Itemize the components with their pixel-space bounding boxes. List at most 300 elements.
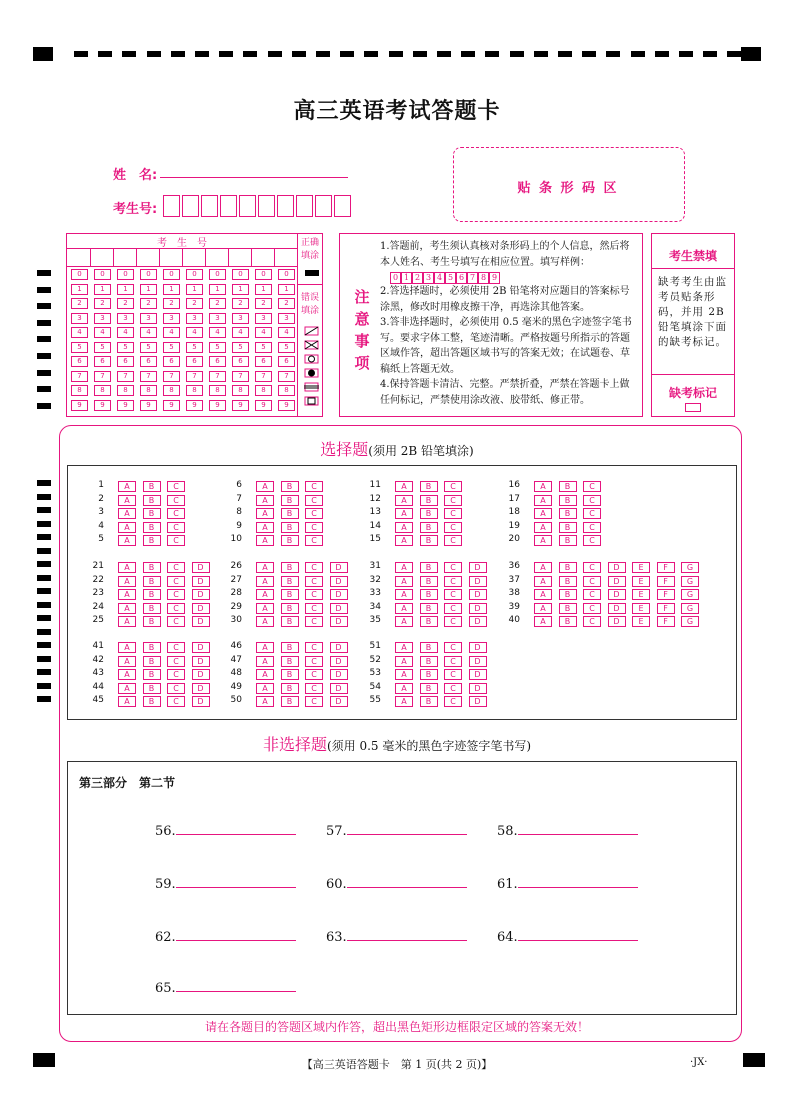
id-digit-bubble[interactable]: 0 xyxy=(255,269,272,280)
option-bubble-b[interactable]: B xyxy=(281,562,299,573)
option-bubble-c[interactable]: C xyxy=(305,481,323,492)
option-bubble-c[interactable]: C xyxy=(167,616,185,627)
option-bubble-g[interactable]: G xyxy=(681,603,699,614)
id-digit-bubble[interactable]: 1 xyxy=(140,284,157,295)
option-bubble-d[interactable]: D xyxy=(469,656,487,667)
id-digit-bubble[interactable]: 2 xyxy=(71,298,88,309)
option-bubble-a[interactable]: A xyxy=(395,696,413,707)
id-digit-bubble[interactable]: 0 xyxy=(117,269,134,280)
option-bubble-c[interactable]: C xyxy=(305,508,323,519)
option-bubble-a[interactable]: A xyxy=(395,495,413,506)
option-bubble-a[interactable]: A xyxy=(118,508,136,519)
option-bubble-c[interactable]: C xyxy=(444,495,462,506)
id-digit-bubble[interactable]: 4 xyxy=(186,327,203,338)
option-bubble-a[interactable]: A xyxy=(256,508,274,519)
option-bubble-b[interactable]: B xyxy=(143,508,161,519)
id-digit-bubble[interactable]: 2 xyxy=(232,298,249,309)
absent-mark-box[interactable] xyxy=(685,403,701,412)
option-bubble-b[interactable]: B xyxy=(559,535,577,546)
id-digit-bubble[interactable]: 5 xyxy=(94,342,111,353)
option-bubble-b[interactable]: B xyxy=(420,683,438,694)
id-digit-bubble[interactable]: 4 xyxy=(117,327,134,338)
option-bubble-a[interactable]: A xyxy=(395,589,413,600)
option-bubble-c[interactable]: C xyxy=(444,589,462,600)
id-digit-bubble[interactable]: 2 xyxy=(117,298,134,309)
id-digit-bubble[interactable]: 6 xyxy=(163,356,180,367)
option-bubble-b[interactable]: B xyxy=(281,642,299,653)
option-bubble-a[interactable]: A xyxy=(395,535,413,546)
student-id-box[interactable] xyxy=(315,195,332,217)
option-bubble-a[interactable]: A xyxy=(534,576,552,587)
id-digit-bubble[interactable]: 9 xyxy=(186,400,203,411)
option-bubble-d[interactable]: D xyxy=(608,576,626,587)
id-digit-bubble[interactable]: 5 xyxy=(140,342,157,353)
id-digit-bubble[interactable]: 7 xyxy=(232,371,249,382)
option-bubble-c[interactable]: C xyxy=(444,669,462,680)
id-digit-bubble[interactable]: 8 xyxy=(278,385,295,396)
id-digit-bubble[interactable]: 6 xyxy=(117,356,134,367)
option-bubble-g[interactable]: G xyxy=(681,562,699,573)
option-bubble-b[interactable]: B xyxy=(420,535,438,546)
id-digit-bubble[interactable]: 2 xyxy=(278,298,295,309)
option-bubble-b[interactable]: B xyxy=(420,669,438,680)
option-bubble-a[interactable]: A xyxy=(118,603,136,614)
option-bubble-a[interactable]: A xyxy=(395,603,413,614)
option-bubble-a[interactable]: A xyxy=(256,669,274,680)
option-bubble-b[interactable]: B xyxy=(420,603,438,614)
option-bubble-c[interactable]: C xyxy=(305,589,323,600)
option-bubble-a[interactable]: A xyxy=(534,535,552,546)
option-bubble-d[interactable]: D xyxy=(330,616,348,627)
id-digit-bubble[interactable]: 0 xyxy=(163,269,180,280)
option-bubble-a[interactable]: A xyxy=(118,535,136,546)
option-bubble-a[interactable]: A xyxy=(256,535,274,546)
id-digit-bubble[interactable]: 7 xyxy=(140,371,157,382)
id-digit-bubble[interactable]: 0 xyxy=(94,269,111,280)
option-bubble-b[interactable]: B xyxy=(281,616,299,627)
option-bubble-b[interactable]: B xyxy=(281,669,299,680)
option-bubble-c[interactable]: C xyxy=(305,576,323,587)
id-digit-bubble[interactable]: 9 xyxy=(255,400,272,411)
option-bubble-b[interactable]: B xyxy=(143,683,161,694)
option-bubble-a[interactable]: A xyxy=(256,616,274,627)
option-bubble-c[interactable]: C xyxy=(305,656,323,667)
id-digit-bubble[interactable]: 8 xyxy=(209,385,226,396)
id-digit-bubble[interactable]: 0 xyxy=(186,269,203,280)
option-bubble-a[interactable]: A xyxy=(256,481,274,492)
option-bubble-d[interactable]: D xyxy=(192,576,210,587)
option-bubble-b[interactable]: B xyxy=(559,481,577,492)
option-bubble-a[interactable]: A xyxy=(118,481,136,492)
option-bubble-c[interactable]: C xyxy=(444,656,462,667)
option-bubble-c[interactable]: C xyxy=(444,642,462,653)
option-bubble-g[interactable]: G xyxy=(681,589,699,600)
option-bubble-d[interactable]: D xyxy=(192,696,210,707)
id-digit-bubble[interactable]: 3 xyxy=(117,313,134,324)
id-digit-bubble[interactable]: 4 xyxy=(255,327,272,338)
id-digit-bubble[interactable]: 5 xyxy=(117,342,134,353)
option-bubble-d[interactable]: D xyxy=(469,562,487,573)
option-bubble-a[interactable]: A xyxy=(534,616,552,627)
option-bubble-d[interactable]: D xyxy=(330,669,348,680)
id-digit-bubble[interactable]: 3 xyxy=(278,313,295,324)
id-digit-bubble[interactable]: 2 xyxy=(94,298,111,309)
student-id-box[interactable] xyxy=(296,195,313,217)
id-digit-bubble[interactable]: 4 xyxy=(209,327,226,338)
option-bubble-d[interactable]: D xyxy=(469,669,487,680)
student-id-box[interactable] xyxy=(163,195,180,217)
option-bubble-b[interactable]: B xyxy=(420,642,438,653)
option-bubble-a[interactable]: A xyxy=(118,589,136,600)
id-digit-bubble[interactable]: 4 xyxy=(278,327,295,338)
option-bubble-c[interactable]: C xyxy=(167,683,185,694)
option-bubble-b[interactable]: B xyxy=(420,562,438,573)
id-digit-bubble[interactable]: 9 xyxy=(278,400,295,411)
id-digit-bubble[interactable]: 9 xyxy=(232,400,249,411)
id-digit-bubble[interactable]: 9 xyxy=(94,400,111,411)
option-bubble-a[interactable]: A xyxy=(256,576,274,587)
option-bubble-b[interactable]: B xyxy=(559,562,577,573)
option-bubble-d[interactable]: D xyxy=(469,683,487,694)
option-bubble-d[interactable]: D xyxy=(608,562,626,573)
option-bubble-a[interactable]: A xyxy=(118,495,136,506)
option-bubble-c[interactable]: C xyxy=(583,616,601,627)
answer-line[interactable] xyxy=(176,928,296,941)
option-bubble-d[interactable]: D xyxy=(192,683,210,694)
option-bubble-b[interactable]: B xyxy=(559,576,577,587)
option-bubble-a[interactable]: A xyxy=(395,642,413,653)
id-digit-bubble[interactable]: 9 xyxy=(209,400,226,411)
option-bubble-a[interactable]: A xyxy=(256,495,274,506)
option-bubble-b[interactable]: B xyxy=(559,495,577,506)
id-digit-bubble[interactable]: 3 xyxy=(209,313,226,324)
option-bubble-b[interactable]: B xyxy=(559,616,577,627)
option-bubble-b[interactable]: B xyxy=(420,589,438,600)
option-bubble-d[interactable]: D xyxy=(469,696,487,707)
id-digit-bubble[interactable]: 3 xyxy=(186,313,203,324)
option-bubble-c[interactable]: C xyxy=(444,683,462,694)
option-bubble-b[interactable]: B xyxy=(420,522,438,533)
id-digit-bubble[interactable]: 1 xyxy=(163,284,180,295)
option-bubble-a[interactable]: A xyxy=(256,562,274,573)
option-bubble-a[interactable]: A xyxy=(395,683,413,694)
answer-line[interactable] xyxy=(347,928,467,941)
id-digit-bubble[interactable]: 5 xyxy=(209,342,226,353)
id-digit-bubble[interactable]: 3 xyxy=(163,313,180,324)
option-bubble-a[interactable]: A xyxy=(534,522,552,533)
option-bubble-b[interactable]: B xyxy=(143,656,161,667)
id-digit-bubble[interactable]: 7 xyxy=(255,371,272,382)
option-bubble-b[interactable]: B xyxy=(281,589,299,600)
option-bubble-d[interactable]: D xyxy=(192,589,210,600)
answer-blank[interactable] xyxy=(497,822,638,839)
option-bubble-b[interactable]: B xyxy=(281,535,299,546)
option-bubble-f[interactable]: F xyxy=(657,589,675,600)
id-digit-bubble[interactable]: 4 xyxy=(163,327,180,338)
answer-line[interactable] xyxy=(176,822,296,835)
option-bubble-a[interactable]: A xyxy=(118,616,136,627)
option-bubble-c[interactable]: C xyxy=(167,535,185,546)
option-bubble-a[interactable]: A xyxy=(395,656,413,667)
option-bubble-b[interactable]: B xyxy=(281,603,299,614)
option-bubble-a[interactable]: A xyxy=(118,562,136,573)
answer-line[interactable] xyxy=(176,979,296,992)
option-bubble-a[interactable]: A xyxy=(118,683,136,694)
option-bubble-a[interactable]: A xyxy=(534,562,552,573)
answer-blank[interactable] xyxy=(497,875,638,892)
option-bubble-d[interactable]: D xyxy=(469,576,487,587)
option-bubble-c[interactable]: C xyxy=(583,495,601,506)
option-bubble-g[interactable]: G xyxy=(681,576,699,587)
id-digit-bubble[interactable]: 5 xyxy=(255,342,272,353)
id-digit-bubble[interactable]: 1 xyxy=(209,284,226,295)
option-bubble-c[interactable]: C xyxy=(444,522,462,533)
answer-blank[interactable] xyxy=(155,822,296,839)
id-digit-bubble[interactable]: 0 xyxy=(209,269,226,280)
answer-blank[interactable] xyxy=(155,928,296,945)
option-bubble-a[interactable]: A xyxy=(534,603,552,614)
option-bubble-c[interactable]: C xyxy=(305,669,323,680)
option-bubble-a[interactable]: A xyxy=(256,642,274,653)
student-id-box[interactable] xyxy=(182,195,199,217)
id-digit-bubble[interactable]: 7 xyxy=(117,371,134,382)
id-digit-bubble[interactable]: 6 xyxy=(186,356,203,367)
option-bubble-b[interactable]: B xyxy=(559,522,577,533)
id-digit-bubble[interactable]: 2 xyxy=(140,298,157,309)
id-digit-bubble[interactable]: 7 xyxy=(186,371,203,382)
answer-blank[interactable] xyxy=(497,928,638,945)
option-bubble-c[interactable]: C xyxy=(167,562,185,573)
option-bubble-g[interactable]: G xyxy=(681,616,699,627)
id-digit-bubble[interactable]: 1 xyxy=(71,284,88,295)
student-id-box[interactable] xyxy=(258,195,275,217)
id-digit-bubble[interactable]: 4 xyxy=(71,327,88,338)
id-digit-bubble[interactable]: 7 xyxy=(209,371,226,382)
option-bubble-a[interactable]: A xyxy=(534,481,552,492)
name-field[interactable] xyxy=(160,162,348,178)
id-digit-bubble[interactable]: 8 xyxy=(163,385,180,396)
option-bubble-b[interactable]: B xyxy=(143,576,161,587)
option-bubble-c[interactable]: C xyxy=(305,535,323,546)
option-bubble-c[interactable]: C xyxy=(583,535,601,546)
id-digit-bubble[interactable]: 7 xyxy=(278,371,295,382)
option-bubble-c[interactable]: C xyxy=(305,696,323,707)
option-bubble-a[interactable]: A xyxy=(118,522,136,533)
option-bubble-d[interactable]: D xyxy=(608,603,626,614)
id-digit-bubble[interactable]: 2 xyxy=(163,298,180,309)
id-digit-bubble[interactable]: 9 xyxy=(71,400,88,411)
option-bubble-b[interactable]: B xyxy=(143,669,161,680)
option-bubble-d[interactable]: D xyxy=(330,656,348,667)
id-digit-bubble[interactable]: 6 xyxy=(209,356,226,367)
option-bubble-c[interactable]: C xyxy=(167,589,185,600)
option-bubble-a[interactable]: A xyxy=(395,522,413,533)
option-bubble-c[interactable]: C xyxy=(583,562,601,573)
id-digit-bubble[interactable]: 8 xyxy=(117,385,134,396)
option-bubble-d[interactable]: D xyxy=(608,616,626,627)
id-digit-bubble[interactable]: 5 xyxy=(186,342,203,353)
option-bubble-c[interactable]: C xyxy=(583,603,601,614)
option-bubble-a[interactable]: A xyxy=(256,589,274,600)
option-bubble-b[interactable]: B xyxy=(143,603,161,614)
id-digit-bubble[interactable]: 8 xyxy=(140,385,157,396)
answer-line[interactable] xyxy=(518,928,638,941)
id-digit-bubble[interactable]: 7 xyxy=(94,371,111,382)
option-bubble-c[interactable]: C xyxy=(305,562,323,573)
answer-line[interactable] xyxy=(347,875,467,888)
option-bubble-f[interactable]: F xyxy=(657,616,675,627)
option-bubble-a[interactable]: A xyxy=(256,683,274,694)
option-bubble-a[interactable]: A xyxy=(534,495,552,506)
option-bubble-a[interactable]: A xyxy=(395,562,413,573)
student-id-box[interactable] xyxy=(201,195,218,217)
id-digit-bubble[interactable]: 9 xyxy=(163,400,180,411)
option-bubble-c[interactable]: C xyxy=(167,642,185,653)
option-bubble-c[interactable]: C xyxy=(305,495,323,506)
id-digit-bubble[interactable]: 6 xyxy=(232,356,249,367)
option-bubble-d[interactable]: D xyxy=(469,642,487,653)
option-bubble-e[interactable]: E xyxy=(632,589,650,600)
id-digit-bubble[interactable]: 5 xyxy=(163,342,180,353)
option-bubble-a[interactable]: A xyxy=(118,669,136,680)
option-bubble-b[interactable]: B xyxy=(420,696,438,707)
id-digit-bubble[interactable]: 2 xyxy=(255,298,272,309)
option-bubble-c[interactable]: C xyxy=(305,683,323,694)
option-bubble-d[interactable]: D xyxy=(192,616,210,627)
id-digit-bubble[interactable]: 4 xyxy=(140,327,157,338)
option-bubble-c[interactable]: C xyxy=(444,603,462,614)
answer-line[interactable] xyxy=(347,822,467,835)
option-bubble-a[interactable]: A xyxy=(256,522,274,533)
option-bubble-c[interactable]: C xyxy=(583,508,601,519)
option-bubble-b[interactable]: B xyxy=(281,696,299,707)
option-bubble-b[interactable]: B xyxy=(559,589,577,600)
id-digit-bubble[interactable]: 8 xyxy=(71,385,88,396)
id-digit-bubble[interactable]: 1 xyxy=(117,284,134,295)
student-id-boxes[interactable] xyxy=(163,195,353,221)
option-bubble-c[interactable]: C xyxy=(167,696,185,707)
option-bubble-c[interactable]: C xyxy=(167,481,185,492)
id-digit-bubble[interactable]: 0 xyxy=(232,269,249,280)
option-bubble-a[interactable]: A xyxy=(118,576,136,587)
option-bubble-c[interactable]: C xyxy=(444,481,462,492)
option-bubble-c[interactable]: C xyxy=(305,522,323,533)
option-bubble-c[interactable]: C xyxy=(444,696,462,707)
option-bubble-b[interactable]: B xyxy=(420,576,438,587)
answer-blank[interactable] xyxy=(326,928,467,945)
id-digit-bubble[interactable]: 0 xyxy=(71,269,88,280)
id-digit-bubble[interactable]: 4 xyxy=(94,327,111,338)
id-digit-bubble[interactable]: 1 xyxy=(94,284,111,295)
option-bubble-b[interactable]: B xyxy=(420,656,438,667)
id-digit-bubble[interactable]: 3 xyxy=(140,313,157,324)
option-bubble-a[interactable]: A xyxy=(395,508,413,519)
option-bubble-b[interactable]: B xyxy=(281,522,299,533)
id-digit-bubble[interactable]: 1 xyxy=(232,284,249,295)
option-bubble-b[interactable]: B xyxy=(281,683,299,694)
student-id-box[interactable] xyxy=(220,195,237,217)
option-bubble-c[interactable]: C xyxy=(444,508,462,519)
option-bubble-c[interactable]: C xyxy=(583,522,601,533)
option-bubble-d[interactable]: D xyxy=(330,603,348,614)
option-bubble-a[interactable]: A xyxy=(534,589,552,600)
option-bubble-f[interactable]: F xyxy=(657,576,675,587)
option-bubble-b[interactable]: B xyxy=(281,495,299,506)
option-bubble-c[interactable]: C xyxy=(167,669,185,680)
option-bubble-d[interactable]: D xyxy=(608,589,626,600)
id-digit-bubble[interactable]: 6 xyxy=(255,356,272,367)
id-digit-bubble[interactable]: 1 xyxy=(186,284,203,295)
option-bubble-c[interactable]: C xyxy=(167,522,185,533)
option-bubble-e[interactable]: E xyxy=(632,576,650,587)
student-id-box[interactable] xyxy=(239,195,256,217)
option-bubble-b[interactable]: B xyxy=(281,656,299,667)
option-bubble-a[interactable]: A xyxy=(118,642,136,653)
option-bubble-c[interactable]: C xyxy=(167,495,185,506)
id-digit-bubble[interactable]: 9 xyxy=(117,400,134,411)
id-digit-bubble[interactable]: 6 xyxy=(71,356,88,367)
id-digit-bubble[interactable]: 1 xyxy=(278,284,295,295)
option-bubble-b[interactable]: B xyxy=(143,495,161,506)
id-digit-bubble[interactable]: 6 xyxy=(140,356,157,367)
option-bubble-b[interactable]: B xyxy=(143,616,161,627)
option-bubble-b[interactable]: B xyxy=(559,603,577,614)
option-bubble-a[interactable]: A xyxy=(118,656,136,667)
id-digit-bubble[interactable]: 9 xyxy=(140,400,157,411)
id-digit-bubble[interactable]: 0 xyxy=(140,269,157,280)
answer-line[interactable] xyxy=(518,822,638,835)
option-bubble-b[interactable]: B xyxy=(420,495,438,506)
option-bubble-b[interactable]: B xyxy=(143,562,161,573)
option-bubble-d[interactable]: D xyxy=(192,656,210,667)
id-digit-bubble[interactable]: 5 xyxy=(232,342,249,353)
option-bubble-d[interactable]: D xyxy=(330,642,348,653)
option-bubble-c[interactable]: C xyxy=(444,562,462,573)
option-bubble-d[interactable]: D xyxy=(469,589,487,600)
option-bubble-c[interactable]: C xyxy=(444,616,462,627)
option-bubble-a[interactable]: A xyxy=(395,481,413,492)
option-bubble-a[interactable]: A xyxy=(534,508,552,519)
option-bubble-a[interactable]: A xyxy=(256,603,274,614)
option-bubble-c[interactable]: C xyxy=(167,508,185,519)
option-bubble-a[interactable]: A xyxy=(395,616,413,627)
option-bubble-e[interactable]: E xyxy=(632,562,650,573)
option-bubble-b[interactable]: B xyxy=(143,481,161,492)
option-bubble-d[interactable]: D xyxy=(192,603,210,614)
student-id-box[interactable] xyxy=(334,195,351,217)
option-bubble-b[interactable]: B xyxy=(281,481,299,492)
answer-blank[interactable] xyxy=(326,875,467,892)
option-bubble-d[interactable]: D xyxy=(330,576,348,587)
id-digit-bubble[interactable]: 8 xyxy=(186,385,203,396)
id-digit-bubble[interactable]: 5 xyxy=(278,342,295,353)
option-bubble-c[interactable]: C xyxy=(583,589,601,600)
option-bubble-a[interactable]: A xyxy=(395,576,413,587)
option-bubble-c[interactable]: C xyxy=(167,576,185,587)
answer-blank[interactable] xyxy=(155,979,296,996)
answer-line[interactable] xyxy=(518,875,638,888)
answer-line[interactable] xyxy=(176,875,296,888)
option-bubble-d[interactable]: D xyxy=(192,669,210,680)
option-bubble-b[interactable]: B xyxy=(281,508,299,519)
option-bubble-d[interactable]: D xyxy=(330,683,348,694)
id-digit-bubble[interactable]: 3 xyxy=(94,313,111,324)
id-digit-bubble[interactable]: 5 xyxy=(71,342,88,353)
id-digit-bubble[interactable]: 8 xyxy=(255,385,272,396)
id-digit-bubble[interactable]: 7 xyxy=(71,371,88,382)
option-bubble-f[interactable]: F xyxy=(657,603,675,614)
id-digit-bubble[interactable]: 7 xyxy=(163,371,180,382)
